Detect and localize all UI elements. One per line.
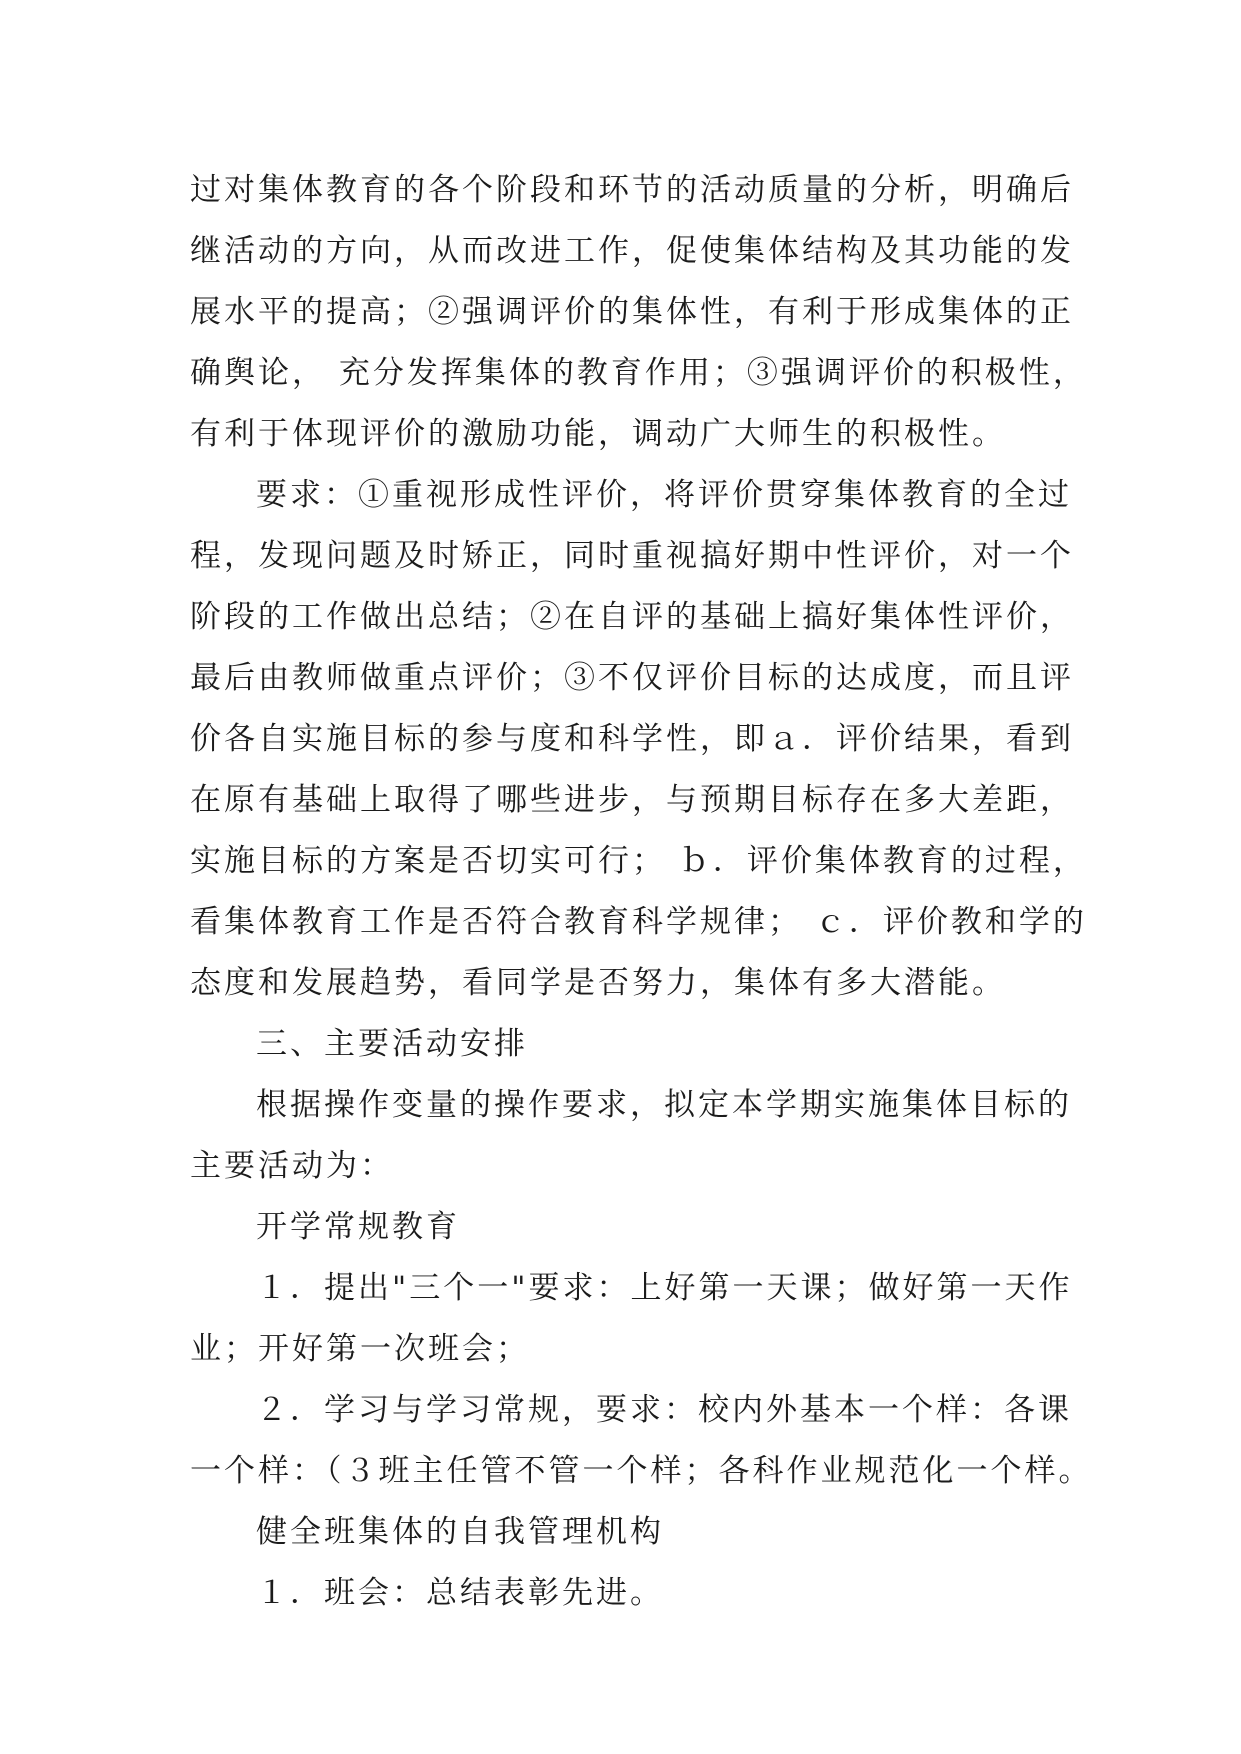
text-line-3: 展水平的提高；②强调评价的集体性，有利于形成集体的正 <box>190 294 1074 330</box>
text-line-9: 最后由教师做重点评价；③不仅评价目标的达成度，而且评 <box>190 660 1074 696</box>
text-line-14: 态度和发展趋势，看同学是否努力，集体有多大潜能。 <box>190 965 1006 1001</box>
subheading-orientation-education: 开学常规教育 <box>256 1209 460 1245</box>
text-line-16: 根据操作变量的操作要求，拟定本学期实施集体目标的 <box>256 1087 1072 1123</box>
text-line-11: 在原有基础上取得了哪些进步，与预期目标存在多大差距， <box>190 782 1074 818</box>
list-item-1: １．提出"三个一"要求：上好第一天课；做好第一天作 <box>256 1270 1073 1306</box>
text-line-12: 实施目标的方案是否切实可行； ｂ．评价集体教育的过程， <box>190 843 1087 879</box>
text-line-17: 主要活动为： <box>190 1148 394 1184</box>
text-line-10: 价各自实施目标的参与度和科学性，即ａ．评价结果，看到 <box>190 721 1074 757</box>
text-line-8: 阶段的工作做出总结；②在自评的基础上搞好集体性评价， <box>190 599 1074 635</box>
list-item-1-continued: 业；开好第一次班会； <box>190 1331 530 1367</box>
text-line-13: 看集体教育工作是否符合教育科学规律； ｃ．评价教和学的 <box>190 904 1087 940</box>
subheading-self-management: 健全班集体的自我管理机构 <box>256 1514 664 1550</box>
text-line-2: 继活动的方向，从而改进工作，促使集体结构及其功能的发 <box>190 233 1074 269</box>
text-line-1: 过对集体教育的各个阶段和环节的活动质量的分析，明确后 <box>190 172 1074 208</box>
text-line-4: 确舆论， 充分发挥集体的教育作用；③强调评价的积极性， <box>190 355 1087 391</box>
list-item-2: ２．学习与学习常规，要求：校内外基本一个样：各课 <box>256 1392 1072 1428</box>
text-line-7: 程，发现问题及时矫正，同时重视搞好期中性评价，对一个 <box>190 538 1074 574</box>
text-line-5: 有利于体现评价的激励功能，调动广大师生的积极性。 <box>190 416 1006 452</box>
text-line-6: 要求：①重视形成性评价，将评价贯穿集体教育的全过 <box>256 477 1072 513</box>
list-item-2-continued: 一个样：（３班主任管不管一个样；各科作业规范化一个样。 <box>190 1453 1093 1489</box>
section-heading: 三、主要活动安排 <box>256 1026 528 1062</box>
list-item-class-meeting: １．班会：总结表彰先进。 <box>256 1575 664 1611</box>
document-body <box>190 160 1093 1624</box>
